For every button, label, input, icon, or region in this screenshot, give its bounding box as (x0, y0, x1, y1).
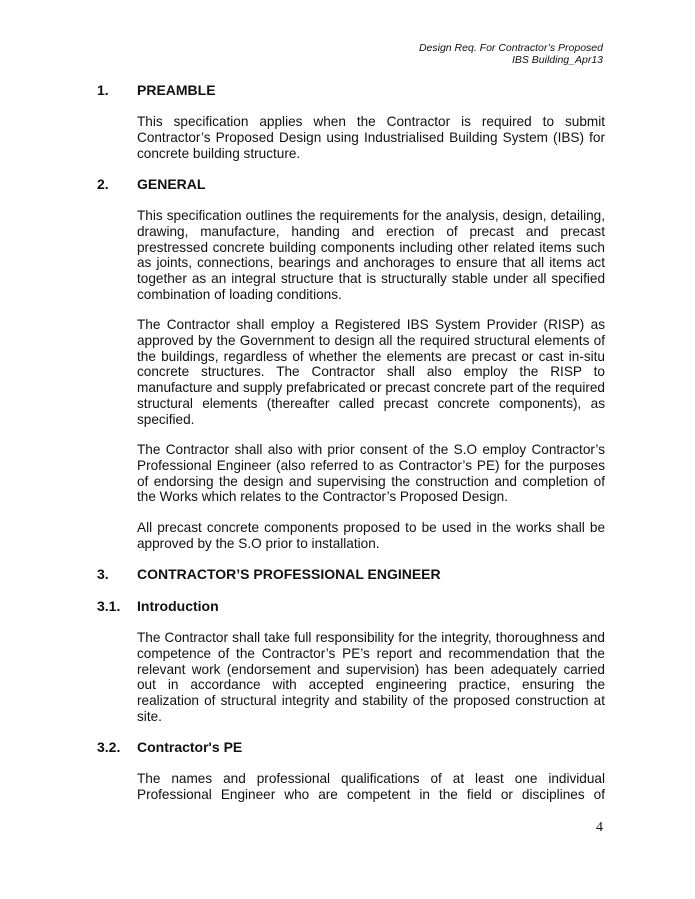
paragraph-text: The Contractor shall employ a Registered IBS System Provider (RISP) as approved by the Government to design all the required structural elements of the buildings, regardless of whether the elements are precast or cast in-situ concrete structures. The Contractor shall also employ the RISP to manufacture and supply prefabricated or precast concrete part of the required structural elements (thereafter called precast concrete components), as specified. (137, 317, 605, 427)
paragraph (97, 114, 605, 161)
paragraph-text: This specification outlines the requirements for the analysis, design, detailing, drawing, manufacture, handing and erection of precast and precast prestressed concrete building components including other related items such as joints, connections, bearings and anchorages to ensure that all items act together as an integral structure that is structurally stable under all specified combination of loading conditions. (137, 208, 605, 302)
paragraph-text: The Contractor shall also with prior consent of the S.O employ Contractor’s Professional Engineer (also referred to as Contractor’s PE) for the purposes of endorsing the design and supervising the construction and completion of the Works which relates to the Contractor’s Proposed Design. (137, 442, 605, 505)
paragraph (97, 520, 605, 552)
page-number: 4 (596, 820, 603, 835)
paragraph (97, 771, 605, 803)
paragraph-text: The Contractor shall take full responsibility for the integrity, thoroughness and competence of the Contractor’s PE’s report and recommendation that the relevant work (endorsement and supervision) has been adequately carried out in accordance with accepted engineering practice, ensuring the realization of structural integrity and stability of the proposed construction at site. (137, 630, 605, 724)
paragraph (97, 442, 605, 505)
paragraph (97, 630, 605, 725)
paragraph-text: The names and professional qualifications of at least one individual Professional Engineer who are competent in the field or disciplines of (137, 771, 605, 802)
section-preamble-heading (97, 83, 605, 99)
paragraph (97, 208, 605, 303)
section-contractors-pe-heading (97, 567, 605, 583)
section-title: GENERAL (137, 176, 206, 192)
paragraph-text: All precast concrete components proposed to be used in the works shall be approved by the S.O prior to installation. (137, 520, 605, 551)
running-header (419, 42, 603, 66)
section-title: Introduction (137, 598, 219, 614)
subsection-introduction-heading (97, 599, 605, 615)
section-title: Contractor's PE (137, 739, 243, 755)
subsection-contractors-pe-heading (97, 740, 605, 756)
paragraph (97, 317, 605, 428)
section-general-heading (97, 177, 605, 193)
section-number: 2. (97, 176, 109, 192)
section-title: PREAMBLE (137, 82, 216, 98)
section-title: CONTRACTOR’S PROFESSIONAL ENGINEER (137, 566, 441, 582)
header-line-1: Design Req. For Contractor’s Proposed (418, 42, 603, 54)
section-number: 3.2. (97, 739, 121, 755)
section-number: 3. (97, 566, 109, 582)
header-line-2: IBS Building_Apr13 (511, 54, 603, 66)
paragraph-text: This specification applies when the Contractor is required to submit Contractor’s Proposed Design using Industrialised Building System (IBS) for concrete building structure. (137, 114, 605, 161)
section-number: 1. (97, 82, 109, 98)
section-number: 3.1. (97, 598, 121, 614)
